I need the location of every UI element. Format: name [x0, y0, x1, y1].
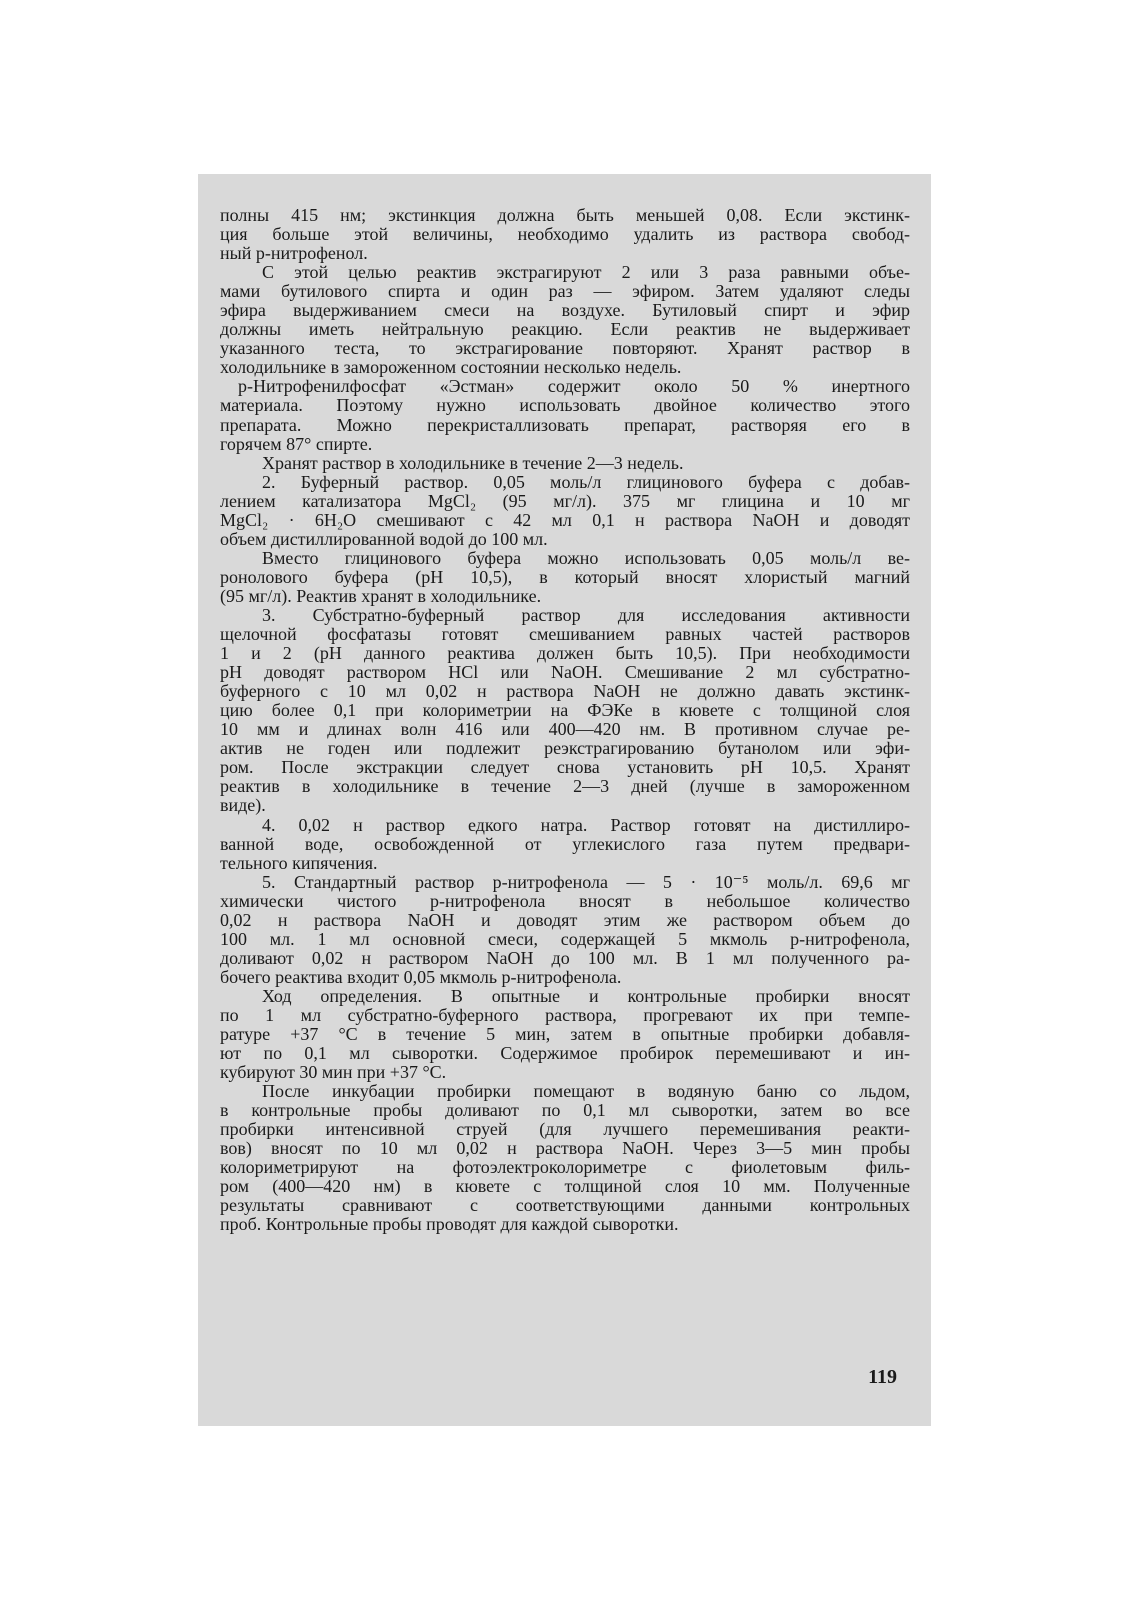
- text-line: р-Нитрофенилфосфат «Эстман» содержит около 50 % инертного: [238, 377, 910, 397]
- text-line: 5. Стандартный раствор р-нитрофенола — 5 · 10⁻⁵ моль/л. 69,6 мг: [262, 872, 910, 892]
- text-line: проб. Контрольные пробы проводят для каждой сыворотки.: [220, 1215, 679, 1235]
- text-line: тельного кипячения.: [220, 853, 378, 873]
- text-line: доливают 0,02 н раствором NaOH до 100 мл. В 1 мл полученного ра-: [220, 948, 910, 968]
- text-line: актив не годен или подлежит реэкстрагированию бутанолом или эфи-: [220, 739, 910, 759]
- text-line: ный р-нитрофенол.: [220, 244, 368, 264]
- text-line: После инкубации пробирки помещают в водяную баню со льдом,: [262, 1082, 910, 1102]
- text-line: материала. Поэтому нужно использовать двойное количество этого: [220, 396, 910, 416]
- body-text: [220, 206, 910, 1235]
- text-line: ют по 0,1 мл сыворотки. Содержимое пробирок перемешивают и ин-: [220, 1044, 910, 1064]
- text-line: цию более 0,1 при колориметрии на ФЭКе в кювете с толщиной слоя: [220, 701, 910, 721]
- text-line: должны иметь нейтральную реакцию. Если реактив не выдерживает: [220, 320, 910, 340]
- text-line: 3. Субстратно-буферный раствор для исследования активности: [262, 605, 910, 625]
- text-line: виде).: [220, 796, 266, 816]
- text-line: мами бутилового спирта и один раз — эфиром. Затем удаляют следы: [220, 282, 910, 302]
- text-line: буферного с 10 мл 0,02 н раствора NaOH не должно давать экстинк-: [220, 682, 910, 702]
- text-line: Хранят раствор в холодильнике в течение 2—3 недель.: [262, 453, 684, 473]
- text-line: ром. После экстракции следует снова установить pH 10,5. Хранят: [220, 758, 910, 778]
- text-line: 0,02 н раствора NaOH и доводят этим же раствором объем до: [220, 910, 910, 930]
- text-line: бочего реактива входит 0,05 мкмоль р-нитрофенола.: [220, 967, 622, 987]
- text-line: 100 мл. 1 мл основной смеси, содержащей 5 мкмоль р-нитрофенола,: [220, 929, 910, 949]
- text-line: горячем 87° спирте.: [220, 434, 373, 454]
- text-line: 1 и 2 (pH данного реактива должен быть 10,5). При необходимости: [220, 644, 910, 664]
- text-line: полны 415 нм; экстинкция должна быть меньшей 0,08. Если экстинк-: [220, 206, 910, 225]
- text-line: препарата. Можно перекристаллизовать препарат, растворяя его в: [220, 415, 910, 435]
- text-line: химически чистого р-нитрофенола вносят в небольшое количество: [220, 891, 910, 911]
- text-line: ванной воде, освобожденной от углекислого газа путем предвари-: [220, 834, 910, 854]
- page-number: 119: [868, 1366, 897, 1388]
- text-line: Ход определения. В опытные и контрольные пробирки вносят: [262, 986, 910, 1006]
- text-line: щелочной фосфатазы готовят смешиванием равных частей растворов: [220, 625, 910, 645]
- text-line: результаты сравнивают с соответствующими данными контрольных: [220, 1196, 910, 1216]
- text-line: объем дистиллированной водой до 100 мл.: [220, 529, 548, 549]
- text-line: ронолового буфера (pH 10,5), в который вносят хлористый магний: [220, 567, 910, 587]
- text-line: в контрольные пробы доливают по 0,1 мл сыворотки, затем во все: [220, 1101, 910, 1121]
- text-line: 2. Буферный раствор. 0,05 моль/л глицинового буфера с добав-: [262, 472, 910, 492]
- text-line: Вместо глицинового буфера можно использовать 0,05 моль/л ве-: [262, 548, 910, 568]
- text-line: ция больше этой величины, необходимо удалить из раствора свобод-: [220, 225, 910, 245]
- text-line: С этой целью реактив экстрагируют 2 или 3 раза равными объе-: [262, 263, 910, 283]
- text-line: ром (400—420 нм) в кювете с толщиной слоя 10 мм. Полученные: [220, 1177, 910, 1197]
- text-line: ратуре +37 °С в течение 5 мин, затем в опытные пробирки добавля-: [220, 1025, 910, 1045]
- text-line: кубируют 30 мин при +37 °С.: [220, 1063, 447, 1083]
- text-line: указанного теста, то экстрагирование повторяют. Хранят раствор в: [220, 339, 910, 359]
- text-line: холодильнике в замороженном состоянии несколько недель.: [220, 358, 682, 378]
- text-line: лением катализатора MgCl₂ (95 мг/л). 375 мг глицина и 10 мг: [220, 491, 910, 511]
- text-line: (95 мг/л). Реактив хранят в холодильнике.: [220, 586, 542, 606]
- text-line: 4. 0,02 н раствор едкого натра. Раствор готовят на дистиллиро-: [262, 815, 910, 835]
- text-line: реактив в холодильнике в течение 2—3 дней (лучше в замороженном: [220, 777, 910, 797]
- text-line: 10 мм и длинах волн 416 или 400—420 нм. В противном случае ре-: [220, 720, 910, 740]
- text-line: по 1 мл субстратно-буферного раствора, прогревают их при темпе-: [220, 1005, 910, 1025]
- text-line: pH доводят раствором HCl или NaOH. Смешивание 2 мл субстратно-: [220, 663, 910, 683]
- text-line: вов) вносят по 10 мл 0,02 н раствора NaOH. Через 3—5 мин пробы: [220, 1139, 910, 1159]
- text-line: MgCl₂ · 6H₂O смешивают с 42 мл 0,1 н раствора NaOH и доводят: [220, 510, 910, 530]
- text-line: колориметрируют на фотоэлектроколориметре с фиолетовым филь-: [220, 1158, 910, 1178]
- book-page: [198, 174, 931, 1426]
- text-line: эфира выдерживанием смеси на воздухе. Бутиловый спирт и эфир: [220, 301, 910, 321]
- text-line: пробирки интенсивной струей (для лучшего перемешивания реакти-: [220, 1120, 910, 1140]
